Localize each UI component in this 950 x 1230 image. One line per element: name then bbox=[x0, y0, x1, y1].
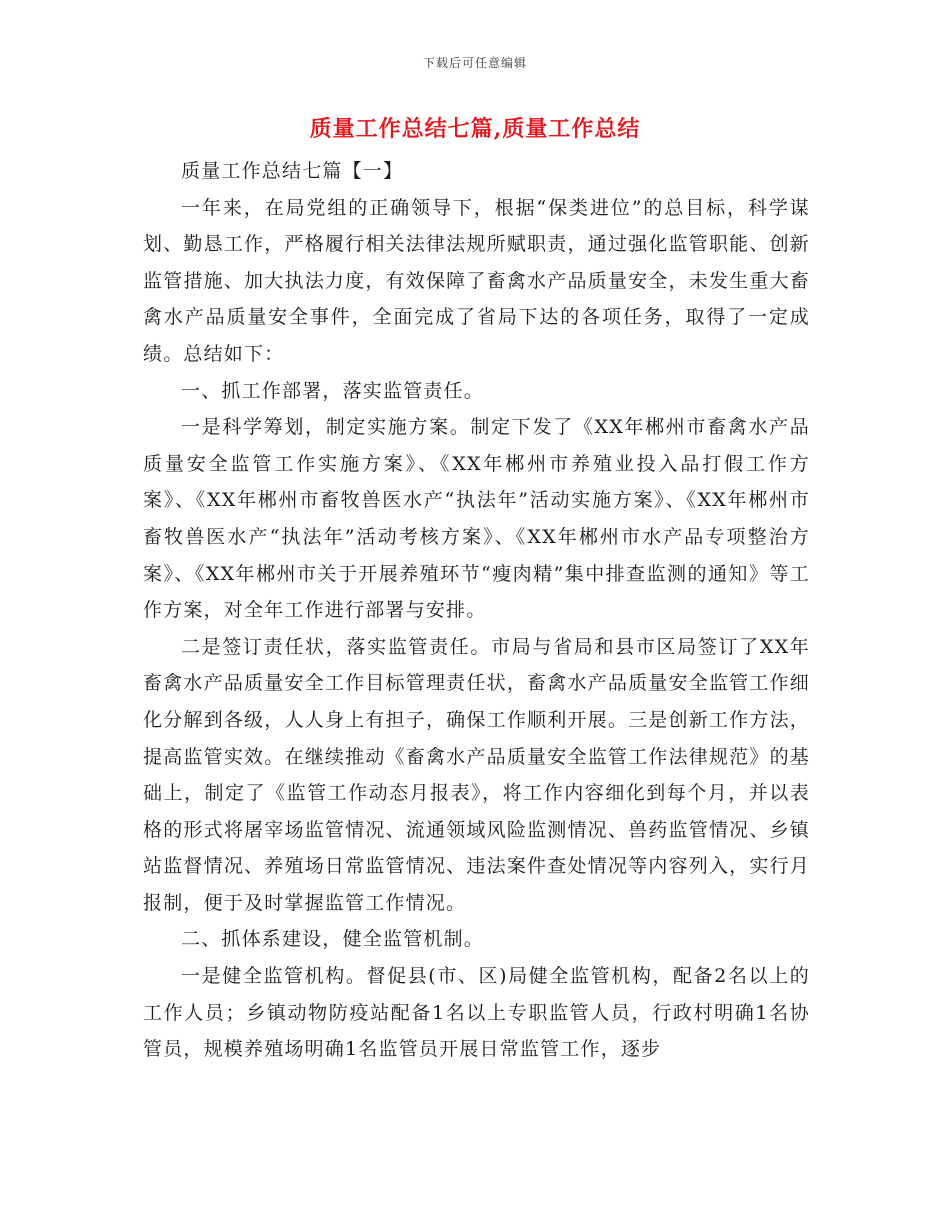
document-body bbox=[143, 153, 810, 1068]
paragraph: 一是科学筹划，制定实施方案。制定下发了《XX年郴州市畜禽水产品质量安全监管工作实施方案》、《XX年郴州市养殖业投入品打假工作方案》、《XX年郴州市畜牧兽医水产“执法年”活动实施方案》、《XX年郴州市畜牧兽医水产“执法年”活动考核方案》、《XX年郴州市水产品专项整治方案》、《XX年郴州市关于开展养殖环节“瘦肉精”集中排查监测的通知》等工作方案，对全年工作进行部署与安排。 bbox=[143, 416, 810, 622]
header-note: 下载后可任意编辑 bbox=[422, 56, 527, 70]
subheading: 一、抓工作部署，落实监管责任。 bbox=[181, 379, 485, 402]
section-heading: 质量工作总结七篇【一】 bbox=[181, 160, 404, 182]
document-title: 质量工作总结七篇,质量工作总结 bbox=[309, 116, 641, 142]
paragraph: 一年来，在局党组的正确领导下，根据“保类进位”的总目标，科学谋划、勤恳工作，严格履行相关法律法规所赋职责，通过强化监管职能、创新监管措施、加大执法力度，有效保障了畜禽水产品质量安全，未发生重大畜禽水产品质量安全事件，全面完成了省局下达的各项任务，取得了一定成绩。总结如下： bbox=[143, 196, 810, 365]
paragraph: 二是签订责任状，落实监管责任。市局与省局和县市区局签订了XX年畜禽水产品质量安全工作目标管理责任状，畜禽水产品质量安全监管工作细化分解到各级，人人身上有担子，确保工作顺利开展。三是创新工作方法，提高监管实效。在继续推动《畜禽水产品质量安全监管工作法律规范》的基础上，制定了《监管工作动态月报表》，将工作内容细化到每个月，并以表格的形式将屠宰场监管情况、流通领域风险监测情况、兽药监管情况、乡镇站监督情况、养殖场日常监管情况、违法案件查处情况等内容列入，实行月报制，便于及时掌握监管工作情况。 bbox=[143, 635, 810, 914]
subheading: 二、抓体系建设，健全监管机制。 bbox=[181, 928, 485, 951]
paragraph: 一是健全监管机构。督促县(市、区)局健全监管机构，配备2名以上的工作人员；乡镇动物防疫站配备1名以上专职监管人员，行政村明确1名协管员，规模养殖场明确1名监管员开展日常监管工作，逐步 bbox=[143, 965, 810, 1061]
